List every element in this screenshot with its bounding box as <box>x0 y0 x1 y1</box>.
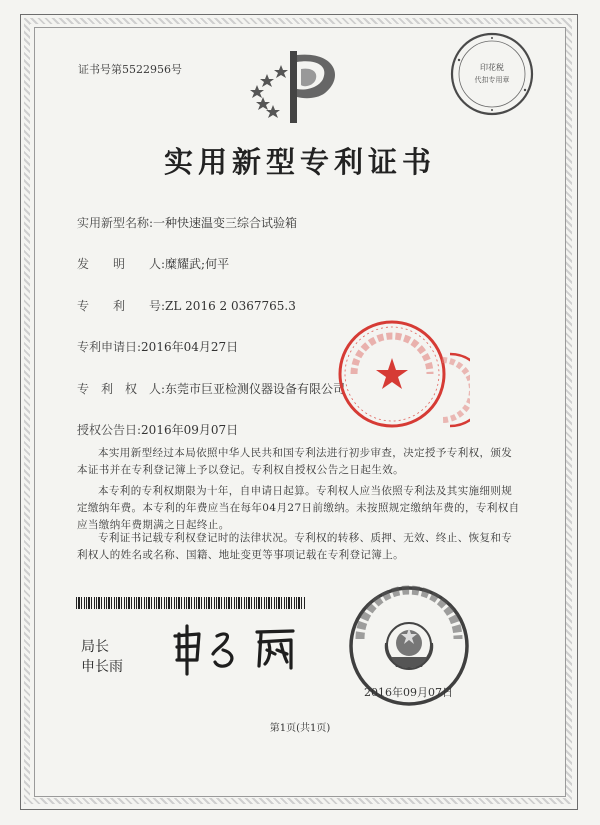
field-value: 东莞市巨亚检测仪器设备有限公司 <box>165 382 346 396</box>
director-title: 局长 <box>81 639 109 655</box>
svg-text:代扣专用章: 代扣专用章 <box>474 76 510 84</box>
cnipa-logo-icon <box>245 47 355 125</box>
field-patentee <box>77 380 345 397</box>
paragraph-grant-statement: 本实用新型经过本局依照中华人民共和国专利法进行初步审查，决定授予专利权，颁发本证书并在专利登记簿上予以登记。专利权自授权公告之日起生效。 <box>77 447 513 476</box>
seal-date: 2016年09月07日 <box>364 686 453 699</box>
field-value: ZL 2016 2 0367765.3 <box>165 299 296 313</box>
field-label: 专 利 权 人: <box>77 382 166 396</box>
field-value: 2016年09月07日 <box>141 423 239 437</box>
svg-text:印花税: 印花税 <box>480 63 504 72</box>
field-application-date <box>77 338 238 355</box>
handwritten-signature <box>165 620 315 676</box>
paragraph-term: 本专利的专利权期限为十年，自申请日起算。专利权人应当依照专利法及其实施细则规定缴纳年费。本专利的年费应当在每年04月27日前缴纳。未按照规定缴纳年费的，专利权自应当缴纳年费期满之日起终止。 <box>77 485 520 531</box>
field-value: 一种快速温变三综合试验箱 <box>153 216 298 230</box>
field-label: 专利申请日: <box>77 340 142 354</box>
stamp-red-partial <box>420 350 470 430</box>
certificate-title: 实用新型专利证书 <box>163 145 436 179</box>
field-inventor <box>77 255 229 272</box>
field-label: 实用新型名称: <box>77 216 154 230</box>
field-value: 糜耀武;何平 <box>165 257 230 271</box>
field-utility-model-name <box>77 214 297 231</box>
field-value: 2016年04月27日 <box>141 340 239 354</box>
certificate-number: 证书号第5522956号 <box>78 63 182 76</box>
page-footer: 第1页(共1页) <box>269 723 331 734</box>
paragraph-legal-status: 专利证书记载专利权登记时的法律状况。专利权的转移、质押、无效、终止、恢复和专利权人的姓名或名称、国籍、地址变更等事项记载在专利登记簿上。 <box>77 532 513 561</box>
field-patent-number <box>77 297 296 314</box>
barcode <box>76 597 306 609</box>
field-label: 专 利 号: <box>77 299 166 313</box>
field-grant-date <box>77 421 238 438</box>
director-name: 申长雨 <box>81 659 123 675</box>
field-label: 发 明 人: <box>77 257 166 271</box>
stamp-tax-oval <box>447 30 537 118</box>
field-label: 授权公告日: <box>77 423 142 437</box>
